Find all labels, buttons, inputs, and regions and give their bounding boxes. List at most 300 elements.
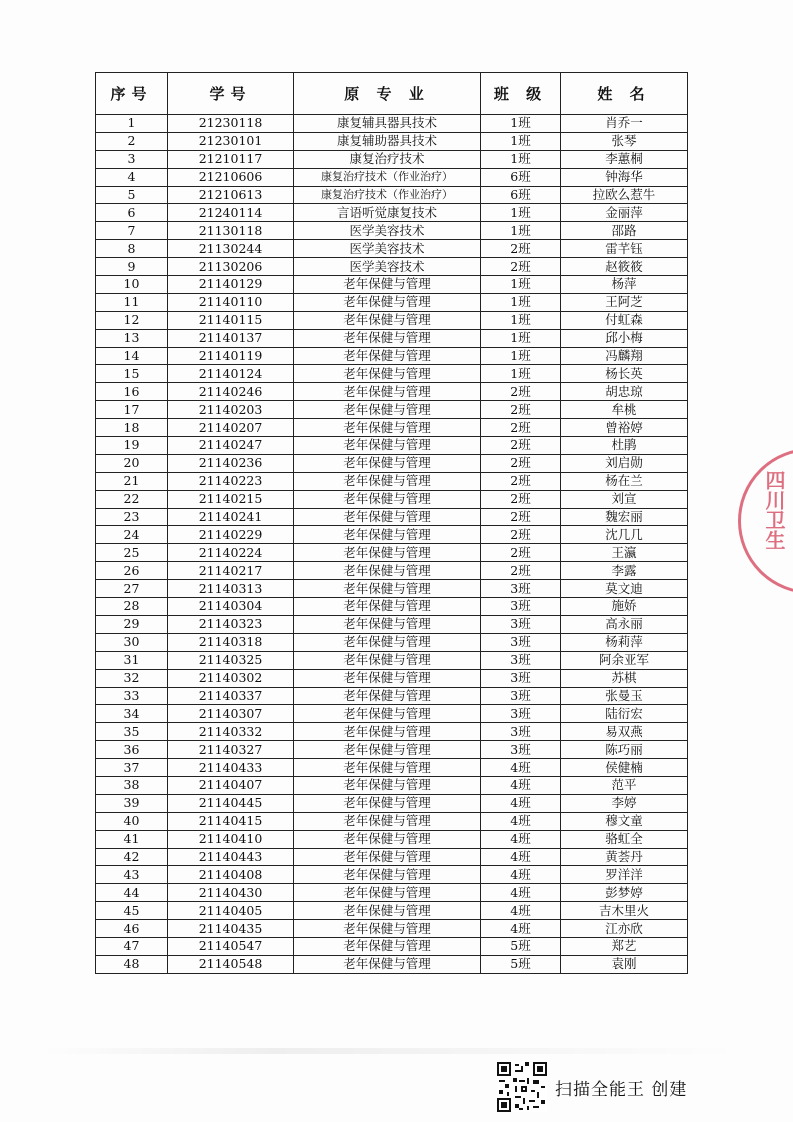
cell-class: 2班 bbox=[481, 526, 561, 544]
cell-major: 康复辅具器具技术 bbox=[294, 115, 481, 133]
cell-major: 医学美容技术 bbox=[294, 222, 481, 240]
cell-class: 3班 bbox=[481, 741, 561, 759]
table-row bbox=[96, 955, 688, 973]
cell-major: 言语听觉康复技术 bbox=[294, 204, 481, 222]
cell-class: 2班 bbox=[481, 437, 561, 455]
cell-name: 阿余亚军 bbox=[561, 651, 688, 669]
cell-major: 老年保健与管理 bbox=[294, 651, 481, 669]
table-row bbox=[96, 276, 688, 294]
scanner-watermark bbox=[497, 1062, 687, 1112]
cell-seq: 47 bbox=[96, 937, 168, 955]
cell-class: 4班 bbox=[481, 866, 561, 884]
cell-student-id: 21140433 bbox=[168, 759, 294, 777]
cell-major: 老年保健与管理 bbox=[294, 759, 481, 777]
table-row bbox=[96, 759, 688, 777]
cell-major: 老年保健与管理 bbox=[294, 937, 481, 955]
cell-class: 4班 bbox=[481, 884, 561, 902]
table-row bbox=[96, 132, 688, 150]
cell-seq: 6 bbox=[96, 204, 168, 222]
table-row bbox=[96, 490, 688, 508]
cell-student-id: 21140217 bbox=[168, 562, 294, 580]
cell-seq: 21 bbox=[96, 472, 168, 490]
cell-major: 老年保健与管理 bbox=[294, 526, 481, 544]
table-row bbox=[96, 472, 688, 490]
cell-student-id: 21140307 bbox=[168, 705, 294, 723]
table-row bbox=[96, 258, 688, 276]
table-header-row bbox=[96, 73, 688, 115]
cell-major: 康复治疗技术 bbox=[294, 150, 481, 168]
cell-name: 罗洋洋 bbox=[561, 866, 688, 884]
cell-name: 郑艺 bbox=[561, 937, 688, 955]
cell-student-id: 21140443 bbox=[168, 848, 294, 866]
cell-seq: 44 bbox=[96, 884, 168, 902]
cell-seq: 4 bbox=[96, 168, 168, 186]
cell-seq: 15 bbox=[96, 365, 168, 383]
cell-student-id: 21140323 bbox=[168, 615, 294, 633]
cell-student-id: 21140405 bbox=[168, 902, 294, 920]
cell-class: 6班 bbox=[481, 168, 561, 186]
table-body bbox=[96, 115, 688, 974]
cell-major: 老年保健与管理 bbox=[294, 276, 481, 294]
cell-seq: 11 bbox=[96, 293, 168, 311]
table-row bbox=[96, 240, 688, 258]
cell-major: 老年保健与管理 bbox=[294, 454, 481, 472]
cell-name: 李蕙桐 bbox=[561, 150, 688, 168]
table-row bbox=[96, 615, 688, 633]
cell-student-id: 21210613 bbox=[168, 186, 294, 204]
cell-seq: 9 bbox=[96, 258, 168, 276]
cell-name: 拉欧么惹牛 bbox=[561, 186, 688, 204]
table-row bbox=[96, 669, 688, 687]
cell-name: 钟海华 bbox=[561, 168, 688, 186]
cell-seq: 17 bbox=[96, 401, 168, 419]
cell-major: 老年保健与管理 bbox=[294, 830, 481, 848]
header-seq: 序号 bbox=[96, 73, 168, 115]
watermark-text: 扫描全能王 创建 bbox=[555, 1079, 688, 1100]
cell-name: 雷芊钰 bbox=[561, 240, 688, 258]
cell-student-id: 21130118 bbox=[168, 222, 294, 240]
table-row bbox=[96, 383, 688, 401]
table-row bbox=[96, 508, 688, 526]
table-row bbox=[96, 329, 688, 347]
cell-name: 杨萍 bbox=[561, 276, 688, 294]
cell-name: 王阿芝 bbox=[561, 293, 688, 311]
table-row bbox=[96, 454, 688, 472]
cell-major: 老年保健与管理 bbox=[294, 329, 481, 347]
cell-class: 2班 bbox=[481, 562, 561, 580]
cell-student-id: 21140327 bbox=[168, 741, 294, 759]
cell-seq: 22 bbox=[96, 490, 168, 508]
cell-name: 袁刚 bbox=[561, 955, 688, 973]
seal-text: 四川卫生 bbox=[762, 470, 786, 550]
cell-student-id: 21140246 bbox=[168, 383, 294, 401]
cell-name: 吉木里火 bbox=[561, 902, 688, 920]
cell-name: 赵筱筱 bbox=[561, 258, 688, 276]
cell-major: 康复治疗技术（作业治疗） bbox=[294, 168, 481, 186]
cell-major: 老年保健与管理 bbox=[294, 508, 481, 526]
cell-class: 4班 bbox=[481, 830, 561, 848]
cell-major: 老年保健与管理 bbox=[294, 723, 481, 741]
cell-class: 2班 bbox=[481, 472, 561, 490]
table-row bbox=[96, 848, 688, 866]
cell-seq: 40 bbox=[96, 812, 168, 830]
cell-name: 肖乔一 bbox=[561, 115, 688, 133]
cell-student-id: 21140410 bbox=[168, 830, 294, 848]
cell-major: 老年保健与管理 bbox=[294, 311, 481, 329]
table-row bbox=[96, 812, 688, 830]
table-row bbox=[96, 186, 688, 204]
cell-student-id: 21210606 bbox=[168, 168, 294, 186]
table-row bbox=[96, 401, 688, 419]
cell-student-id: 21140203 bbox=[168, 401, 294, 419]
cell-name: 黄荟丹 bbox=[561, 848, 688, 866]
cell-class: 4班 bbox=[481, 776, 561, 794]
cell-student-id: 21140224 bbox=[168, 544, 294, 562]
table-row bbox=[96, 598, 688, 616]
cell-student-id: 21140215 bbox=[168, 490, 294, 508]
table-row bbox=[96, 526, 688, 544]
cell-name: 杨长英 bbox=[561, 365, 688, 383]
cell-class: 3班 bbox=[481, 633, 561, 651]
cell-name: 冯麟翔 bbox=[561, 347, 688, 365]
cell-student-id: 21140110 bbox=[168, 293, 294, 311]
cell-class: 2班 bbox=[481, 544, 561, 562]
cell-seq: 19 bbox=[96, 437, 168, 455]
cell-student-id: 21140408 bbox=[168, 866, 294, 884]
cell-seq: 32 bbox=[96, 669, 168, 687]
table-row bbox=[96, 794, 688, 812]
cell-student-id: 21140129 bbox=[168, 276, 294, 294]
cell-seq: 23 bbox=[96, 508, 168, 526]
cell-name: 骆虹全 bbox=[561, 830, 688, 848]
cell-seq: 8 bbox=[96, 240, 168, 258]
cell-major: 老年保健与管理 bbox=[294, 598, 481, 616]
cell-seq: 18 bbox=[96, 419, 168, 437]
cell-seq: 27 bbox=[96, 580, 168, 598]
cell-class: 1班 bbox=[481, 347, 561, 365]
cell-name: 刘宣 bbox=[561, 490, 688, 508]
cell-name: 杜鹃 bbox=[561, 437, 688, 455]
table-row bbox=[96, 437, 688, 455]
cell-student-id: 21140547 bbox=[168, 937, 294, 955]
cell-major: 老年保健与管理 bbox=[294, 293, 481, 311]
table-row bbox=[96, 902, 688, 920]
table-row bbox=[96, 222, 688, 240]
cell-name: 邵路 bbox=[561, 222, 688, 240]
cell-student-id: 21140207 bbox=[168, 419, 294, 437]
cell-class: 4班 bbox=[481, 848, 561, 866]
cell-seq: 5 bbox=[96, 186, 168, 204]
cell-seq: 7 bbox=[96, 222, 168, 240]
cell-seq: 43 bbox=[96, 866, 168, 884]
cell-name: 张琴 bbox=[561, 132, 688, 150]
table-row bbox=[96, 633, 688, 651]
cell-name: 王瀛 bbox=[561, 544, 688, 562]
cell-class: 1班 bbox=[481, 115, 561, 133]
cell-student-id: 21210117 bbox=[168, 150, 294, 168]
cell-class: 4班 bbox=[481, 794, 561, 812]
cell-name: 彭梦婷 bbox=[561, 884, 688, 902]
cell-major: 老年保健与管理 bbox=[294, 741, 481, 759]
scan-artifact bbox=[40, 1048, 740, 1054]
cell-seq: 41 bbox=[96, 830, 168, 848]
cell-major: 老年保健与管理 bbox=[294, 347, 481, 365]
cell-class: 4班 bbox=[481, 759, 561, 777]
cell-name: 胡忠琼 bbox=[561, 383, 688, 401]
table-row bbox=[96, 150, 688, 168]
table-row bbox=[96, 115, 688, 133]
cell-seq: 1 bbox=[96, 115, 168, 133]
cell-class: 1班 bbox=[481, 311, 561, 329]
cell-seq: 12 bbox=[96, 311, 168, 329]
cell-seq: 42 bbox=[96, 848, 168, 866]
table-row bbox=[96, 562, 688, 580]
table-row bbox=[96, 544, 688, 562]
cell-class: 4班 bbox=[481, 902, 561, 920]
table-row bbox=[96, 937, 688, 955]
cell-student-id: 21140435 bbox=[168, 920, 294, 938]
cell-name: 陆衍宏 bbox=[561, 705, 688, 723]
table-row bbox=[96, 651, 688, 669]
cell-major: 老年保健与管理 bbox=[294, 562, 481, 580]
cell-class: 1班 bbox=[481, 204, 561, 222]
cell-name: 杨在兰 bbox=[561, 472, 688, 490]
cell-major: 老年保健与管理 bbox=[294, 437, 481, 455]
table-row bbox=[96, 168, 688, 186]
cell-class: 2班 bbox=[481, 258, 561, 276]
cell-seq: 20 bbox=[96, 454, 168, 472]
cell-student-id: 21140445 bbox=[168, 794, 294, 812]
table-row bbox=[96, 293, 688, 311]
cell-class: 3班 bbox=[481, 723, 561, 741]
cell-seq: 48 bbox=[96, 955, 168, 973]
cell-class: 2班 bbox=[481, 401, 561, 419]
cell-name: 范平 bbox=[561, 776, 688, 794]
cell-major: 老年保健与管理 bbox=[294, 383, 481, 401]
cell-class: 2班 bbox=[481, 419, 561, 437]
cell-student-id: 21140241 bbox=[168, 508, 294, 526]
student-roster-table bbox=[95, 72, 688, 974]
cell-student-id: 21140247 bbox=[168, 437, 294, 455]
table-row bbox=[96, 580, 688, 598]
cell-major: 老年保健与管理 bbox=[294, 848, 481, 866]
table-row bbox=[96, 419, 688, 437]
cell-class: 1班 bbox=[481, 293, 561, 311]
table-row bbox=[96, 365, 688, 383]
table-row bbox=[96, 776, 688, 794]
cell-major: 老年保健与管理 bbox=[294, 866, 481, 884]
cell-seq: 29 bbox=[96, 615, 168, 633]
table-row bbox=[96, 866, 688, 884]
cell-name: 魏宏丽 bbox=[561, 508, 688, 526]
header-name: 姓 名 bbox=[561, 73, 688, 115]
cell-class: 3班 bbox=[481, 669, 561, 687]
cell-student-id: 21140236 bbox=[168, 454, 294, 472]
cell-seq: 3 bbox=[96, 150, 168, 168]
cell-major: 老年保健与管理 bbox=[294, 365, 481, 383]
cell-major: 老年保健与管理 bbox=[294, 884, 481, 902]
cell-seq: 45 bbox=[96, 902, 168, 920]
cell-major: 老年保健与管理 bbox=[294, 401, 481, 419]
table-row bbox=[96, 347, 688, 365]
cell-name: 张曼玉 bbox=[561, 687, 688, 705]
cell-class: 2班 bbox=[481, 454, 561, 472]
cell-seq: 10 bbox=[96, 276, 168, 294]
cell-name: 杨莉萍 bbox=[561, 633, 688, 651]
cell-major: 老年保健与管理 bbox=[294, 705, 481, 723]
cell-name: 江亦欣 bbox=[561, 920, 688, 938]
cell-student-id: 21140302 bbox=[168, 669, 294, 687]
cell-student-id: 21140548 bbox=[168, 955, 294, 973]
cell-name: 曾裕婷 bbox=[561, 419, 688, 437]
table-row bbox=[96, 687, 688, 705]
cell-student-id: 21240114 bbox=[168, 204, 294, 222]
table-row bbox=[96, 884, 688, 902]
table-row bbox=[96, 741, 688, 759]
table-row bbox=[96, 311, 688, 329]
cell-seq: 26 bbox=[96, 562, 168, 580]
cell-class: 3班 bbox=[481, 651, 561, 669]
header-class: 班 级 bbox=[481, 73, 561, 115]
cell-class: 1班 bbox=[481, 329, 561, 347]
cell-name: 牟桃 bbox=[561, 401, 688, 419]
cell-student-id: 21230118 bbox=[168, 115, 294, 133]
cell-major: 老年保健与管理 bbox=[294, 955, 481, 973]
cell-major: 老年保健与管理 bbox=[294, 776, 481, 794]
cell-student-id: 21230101 bbox=[168, 132, 294, 150]
cell-class: 3班 bbox=[481, 687, 561, 705]
cell-class: 2班 bbox=[481, 490, 561, 508]
cell-seq: 37 bbox=[96, 759, 168, 777]
cell-class: 1班 bbox=[481, 150, 561, 168]
cell-student-id: 21140430 bbox=[168, 884, 294, 902]
cell-student-id: 21140229 bbox=[168, 526, 294, 544]
cell-class: 3班 bbox=[481, 580, 561, 598]
cell-class: 3班 bbox=[481, 705, 561, 723]
cell-name: 沈几几 bbox=[561, 526, 688, 544]
cell-major: 医学美容技术 bbox=[294, 258, 481, 276]
cell-student-id: 21140137 bbox=[168, 329, 294, 347]
cell-seq: 25 bbox=[96, 544, 168, 562]
cell-class: 2班 bbox=[481, 383, 561, 401]
cell-name: 高永丽 bbox=[561, 615, 688, 633]
cell-student-id: 21140325 bbox=[168, 651, 294, 669]
cell-student-id: 21140415 bbox=[168, 812, 294, 830]
cell-class: 2班 bbox=[481, 240, 561, 258]
cell-seq: 38 bbox=[96, 776, 168, 794]
cell-name: 穆文童 bbox=[561, 812, 688, 830]
cell-class: 3班 bbox=[481, 615, 561, 633]
cell-class: 1班 bbox=[481, 276, 561, 294]
cell-name: 易双燕 bbox=[561, 723, 688, 741]
cell-seq: 14 bbox=[96, 347, 168, 365]
cell-name: 李露 bbox=[561, 562, 688, 580]
cell-student-id: 21140304 bbox=[168, 598, 294, 616]
table-row bbox=[96, 204, 688, 222]
cell-seq: 28 bbox=[96, 598, 168, 616]
cell-seq: 31 bbox=[96, 651, 168, 669]
cell-class: 6班 bbox=[481, 186, 561, 204]
cell-major: 老年保健与管理 bbox=[294, 490, 481, 508]
cell-name: 陈巧丽 bbox=[561, 741, 688, 759]
cell-student-id: 21140119 bbox=[168, 347, 294, 365]
cell-seq: 36 bbox=[96, 741, 168, 759]
cell-class: 5班 bbox=[481, 955, 561, 973]
cell-major: 老年保健与管理 bbox=[294, 669, 481, 687]
header-student-id: 学号 bbox=[168, 73, 294, 115]
cell-seq: 2 bbox=[96, 132, 168, 150]
cell-seq: 33 bbox=[96, 687, 168, 705]
cell-class: 1班 bbox=[481, 222, 561, 240]
cell-major: 康复治疗技术（作业治疗） bbox=[294, 186, 481, 204]
cell-name: 邱小梅 bbox=[561, 329, 688, 347]
cell-name: 付虹森 bbox=[561, 311, 688, 329]
cell-student-id: 21140337 bbox=[168, 687, 294, 705]
cell-student-id: 21140313 bbox=[168, 580, 294, 598]
cell-seq: 46 bbox=[96, 920, 168, 938]
cell-name: 侯健楠 bbox=[561, 759, 688, 777]
cell-seq: 24 bbox=[96, 526, 168, 544]
cell-student-id: 21130206 bbox=[168, 258, 294, 276]
cell-student-id: 21140124 bbox=[168, 365, 294, 383]
cell-class: 3班 bbox=[481, 598, 561, 616]
table-row bbox=[96, 920, 688, 938]
cell-major: 老年保健与管理 bbox=[294, 687, 481, 705]
cell-class: 1班 bbox=[481, 132, 561, 150]
cell-major: 医学美容技术 bbox=[294, 240, 481, 258]
table-row bbox=[96, 830, 688, 848]
cell-major: 老年保健与管理 bbox=[294, 794, 481, 812]
cell-major: 老年保健与管理 bbox=[294, 472, 481, 490]
cell-class: 1班 bbox=[481, 365, 561, 383]
cell-name: 金丽萍 bbox=[561, 204, 688, 222]
cell-seq: 34 bbox=[96, 705, 168, 723]
cell-student-id: 21140115 bbox=[168, 311, 294, 329]
cell-student-id: 21130244 bbox=[168, 240, 294, 258]
cell-name: 刘启勋 bbox=[561, 454, 688, 472]
cell-major: 康复辅助器具技术 bbox=[294, 132, 481, 150]
cell-student-id: 21140407 bbox=[168, 776, 294, 794]
cell-major: 老年保健与管理 bbox=[294, 419, 481, 437]
table-row bbox=[96, 705, 688, 723]
cell-class: 4班 bbox=[481, 812, 561, 830]
qr-code-icon bbox=[497, 1062, 547, 1112]
cell-student-id: 21140318 bbox=[168, 633, 294, 651]
cell-major: 老年保健与管理 bbox=[294, 615, 481, 633]
cell-seq: 13 bbox=[96, 329, 168, 347]
cell-major: 老年保健与管理 bbox=[294, 633, 481, 651]
cell-seq: 35 bbox=[96, 723, 168, 741]
cell-major: 老年保健与管理 bbox=[294, 902, 481, 920]
cell-name: 李婷 bbox=[561, 794, 688, 812]
cell-name: 莫文迪 bbox=[561, 580, 688, 598]
cell-seq: 30 bbox=[96, 633, 168, 651]
cell-major: 老年保健与管理 bbox=[294, 920, 481, 938]
table-row bbox=[96, 723, 688, 741]
cell-student-id: 21140223 bbox=[168, 472, 294, 490]
cell-seq: 16 bbox=[96, 383, 168, 401]
cell-major: 老年保健与管理 bbox=[294, 812, 481, 830]
cell-class: 4班 bbox=[481, 920, 561, 938]
cell-major: 老年保健与管理 bbox=[294, 544, 481, 562]
cell-student-id: 21140332 bbox=[168, 723, 294, 741]
header-major: 原 专 业 bbox=[294, 73, 481, 115]
cell-name: 施娇 bbox=[561, 598, 688, 616]
cell-major: 老年保健与管理 bbox=[294, 580, 481, 598]
cell-class: 5班 bbox=[481, 937, 561, 955]
cell-class: 2班 bbox=[481, 508, 561, 526]
cell-name: 苏棋 bbox=[561, 669, 688, 687]
